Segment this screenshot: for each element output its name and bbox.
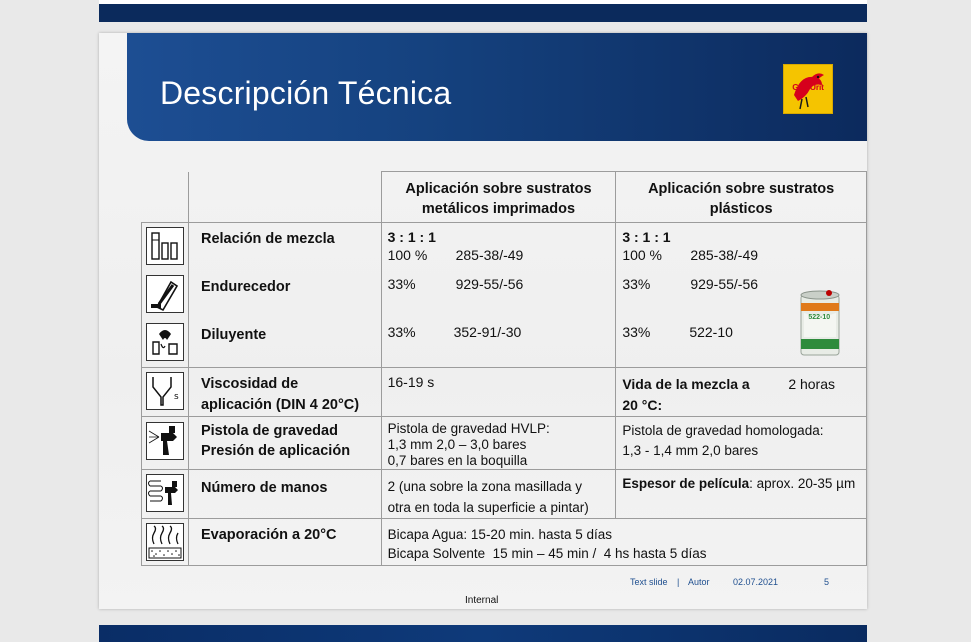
empty-corner-cell: [142, 172, 189, 223]
evaporation-label-cell: [188, 519, 381, 566]
coats-icon-cell: [142, 470, 189, 519]
column-header-plastic: Aplicación sobre sustratos plásticos: [616, 172, 867, 223]
thinner-icon: [146, 323, 184, 361]
viscosity-value-metal: [381, 368, 616, 417]
evaporation-values: [381, 519, 866, 566]
film-thickness-cell: [616, 470, 867, 519]
mix-row: [142, 223, 867, 368]
technical-spec-table: [141, 171, 867, 566]
viscosity-value: 16-19 s: [387, 374, 435, 390]
hardener-percent: 33%: [387, 276, 416, 292]
pot-life-value: 2 horas: [788, 376, 836, 392]
thinner-code: 352-91/-30: [453, 324, 522, 340]
thinner-code: 522-10: [689, 324, 733, 340]
spray-coats-icon: [146, 474, 184, 512]
viscosity-label-line2: aplicación (DIN 4 20°C): [200, 397, 360, 413]
evaporation-icon: [146, 523, 184, 561]
spray-gun-row: [142, 417, 867, 470]
spray-gun-label-line1: Pistola de gravedad: [200, 423, 338, 439]
evaporation-row: [142, 519, 867, 566]
footer-text-slide: Text slide: [630, 577, 668, 587]
ratio-value: 3 : 1 : 1: [387, 229, 436, 245]
coats-row: [142, 470, 867, 519]
thinner-percent: 33%: [622, 324, 651, 340]
classification-label: Internal: [465, 595, 499, 606]
film-thickness-value: : aprox. 20-35 µm: [749, 476, 856, 491]
label-thinner: Diluyente: [200, 327, 267, 343]
mix-icons-cell: [142, 223, 189, 368]
empty-corner-cell: [188, 172, 381, 223]
base-percent: 100 %: [387, 247, 428, 263]
coats-line2: otra en toda la superficie a pintar): [387, 500, 589, 515]
footer-author: Autor: [688, 577, 710, 587]
spray-gun-label-line2: Presión de aplicación: [200, 443, 351, 459]
slide-title: Descripción Técnica: [160, 75, 452, 111]
spray-gun-metal: [381, 417, 616, 470]
evaporation-icon-cell: [142, 519, 189, 566]
hardener-code: 929-55/-56: [690, 276, 759, 292]
base-code: 285-38/-49: [690, 247, 759, 263]
footer-separator: |: [677, 577, 680, 587]
spray-gun-metal-line3: 0,7 bares en la boquilla: [387, 453, 528, 468]
viscosity-label-line1: Viscosidad de: [200, 376, 299, 392]
evaporation-solvent: Bicapa Solvente 15 min – 45 min / 4 hs hasta 5 días: [387, 546, 707, 561]
spray-gun-metal-line1: Pistola de gravedad HVLP:: [387, 421, 550, 436]
coats-label: Número de manos: [200, 480, 328, 496]
film-thickness-label: Espesor de película: [622, 476, 750, 491]
spray-gun-plastic: [616, 417, 867, 470]
previous-slide-footer-bar: [99, 4, 867, 22]
coats-line1: 2 (una sobre la zona masillada y: [387, 479, 582, 494]
coats-label-cell: [188, 470, 381, 519]
coats-value-metal: [381, 470, 616, 519]
table-header-row: [142, 172, 867, 223]
hardener-code: 929-55/-56: [455, 276, 524, 292]
thinner-percent: 33%: [387, 324, 416, 340]
thinner-can-image: [796, 289, 844, 359]
base-code: 285-38/-49: [455, 247, 524, 263]
mix-values-plastic: [616, 223, 867, 368]
hardener-icon: [146, 275, 184, 313]
pot-life-cell: [616, 368, 867, 417]
spray-gun-metal-line2: 1,3 mm 2,0 – 3,0 bares: [387, 437, 527, 452]
evaporation-label: Evaporación a 20°C: [200, 527, 337, 543]
spray-gun-plastic-line1: Pistola de gravedad homologada:: [622, 423, 824, 438]
previous-slide-edge[interactable]: [99, 0, 867, 22]
viscosity-icon-cell: [142, 368, 189, 417]
slide[interactable]: [99, 33, 867, 609]
svg-text:s: s: [173, 392, 179, 402]
label-mixing-ratio: Relación de mezcla: [200, 231, 335, 247]
ratio-value: 3 : 1 : 1: [622, 229, 671, 245]
hardener-percent: 33%: [622, 276, 651, 292]
pot-life-label-line1: Vida de la mezcla a: [622, 376, 750, 392]
mix-labels-cell: [188, 223, 381, 368]
spray-gun-label-cell: [188, 417, 381, 470]
spray-gun-plastic-line2: 1,3 - 1,4 mm 2,0 bares: [622, 443, 759, 458]
column-header-metal: Aplicación sobre sustratos metálicos imprimados: [381, 172, 616, 223]
footer-page-number: 5: [824, 577, 830, 587]
spray-gun-icon: [146, 422, 184, 460]
logo-text: GlasUrit: [792, 82, 824, 92]
spray-gun-icon-cell: [142, 417, 189, 470]
glasurit-logo: [783, 64, 833, 114]
viscosity-row: [142, 368, 867, 417]
viscosity-label-cell: [188, 368, 381, 417]
base-percent: 100 %: [622, 247, 663, 263]
label-hardener: Endurecedor: [200, 279, 291, 295]
evaporation-waterborne: Bicapa Agua: 15-20 min. hasta 5 días: [387, 527, 613, 542]
mix-values-metal: [381, 223, 616, 368]
viscosity-cup-icon: [146, 372, 184, 410]
footer-date: 02.07.2021: [733, 577, 779, 587]
mixing-ratio-icon: [146, 227, 184, 265]
pot-life-label-line2: 20 °C:: [622, 397, 663, 413]
next-slide-edge[interactable]: [99, 625, 867, 642]
can-label: 522-10: [808, 314, 831, 321]
